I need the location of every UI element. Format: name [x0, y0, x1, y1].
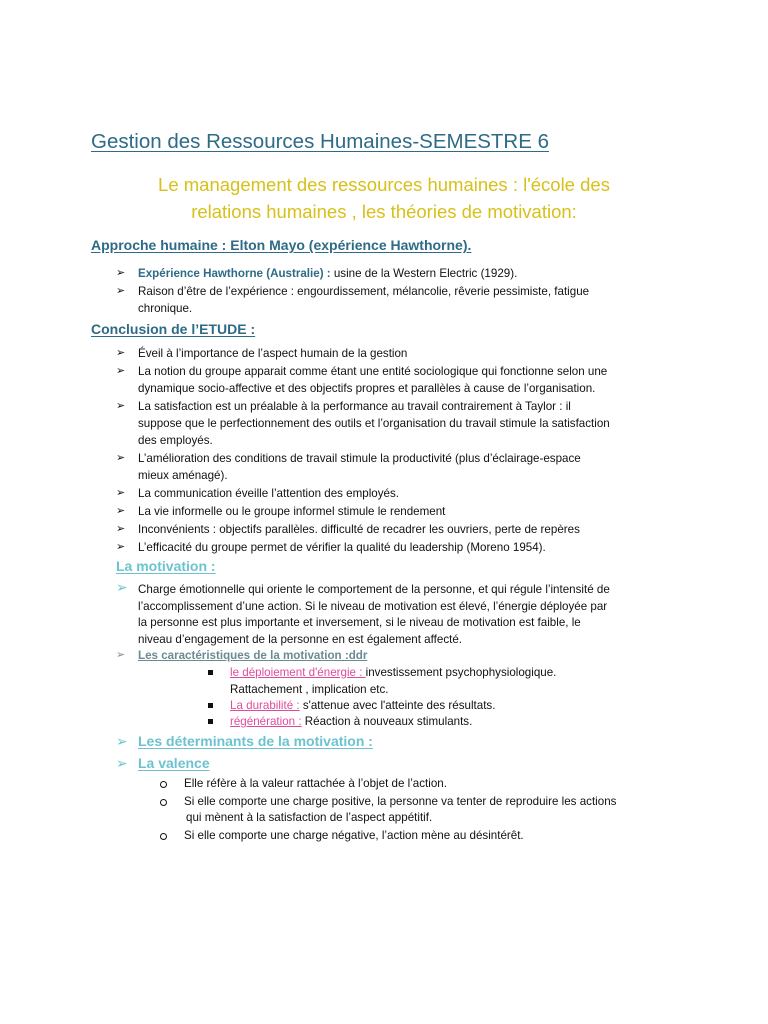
arrow-bullet-icon: ➢	[116, 649, 126, 661]
caracteristiques-heading: Les caractéristiques de la motivation :ddr	[138, 649, 368, 662]
arrow-bullet-icon: ➢	[116, 755, 128, 771]
conclusion-item-line: des employés.	[138, 434, 213, 447]
arrow-bullet-icon: ➢	[116, 733, 128, 749]
circle-bullet-icon	[160, 781, 167, 788]
caracteristique-item	[230, 697, 495, 714]
valence-item-line: qui mènent à la satisfaction de l’aspect appétitif.	[186, 811, 433, 824]
arrow-bullet-icon: ➢	[116, 400, 126, 412]
conclusion-item-line: L’amélioration des conditions de travail stimule la productivité (plus d’éclairage-espace	[138, 452, 581, 465]
square-bullet-icon	[208, 670, 213, 675]
caracteristique-label: La durabilité :	[230, 699, 300, 712]
conclusion-item-line: La satisfaction est un préalable à la performance au travail contrairement à Taylor : il	[138, 400, 571, 413]
item-label: Expérience Hawthorne (Australie) :	[138, 267, 331, 280]
motivation-definition-line: l’accomplissement d’une action. Si le niveau de motivation est élevé, l’énergie déployée par	[138, 599, 608, 613]
valence-item-line: Elle réfère à la valeur rattachée à l’objet de l’action.	[184, 777, 447, 790]
conclusion-item-line: La vie informelle ou le groupe informel stimule le rendement	[138, 505, 446, 518]
caracteristique-label: régénération :	[230, 715, 302, 728]
motivation-definition-line: niveau d’engagement de la personne en est également affecté.	[138, 632, 463, 646]
arrow-bullet-icon: ➢	[116, 505, 126, 517]
caracteristique-item	[230, 664, 556, 681]
arrow-bullet-icon: ➢	[116, 347, 126, 359]
list-item-line: chronique.	[138, 302, 193, 315]
motivation-definition-line: Charge émotionnelle qui oriente le comportement de la personne, et qui régule l’intensité de	[138, 583, 610, 596]
square-bullet-icon	[208, 719, 213, 724]
approche-heading: Approche humaine : Elton Mayo (expérience Hawthorne).	[91, 237, 472, 253]
item-text: usine de la Western Electric (1929).	[330, 267, 518, 280]
subtitle-line-2: relations humaines , les théories de motivation:	[191, 201, 577, 222]
valence-item-line: Si elle comporte une charge positive, la personne va tenter de reproduire les actions	[184, 795, 617, 808]
caracteristique-text: investissement psychophysiologique.	[365, 666, 557, 679]
arrow-bullet-icon: ➢	[116, 579, 128, 595]
arrow-bullet-icon: ➢	[116, 541, 126, 553]
conclusion-item-line: La communication éveille l’attention des employés.	[138, 487, 400, 500]
list-item-line: Raison d’être de l’expérience : engourdissement, mélancolie, rêverie pessimiste, fatigue	[138, 285, 590, 298]
circle-bullet-icon	[160, 799, 167, 806]
conclusion-item-line: L’efficacité du groupe permet de vérifier la qualité du leadership (Moreno 1954).	[138, 541, 546, 554]
caracteristique-item	[230, 713, 472, 730]
subtitle-line-1: Le management des ressources humaines : l'école des	[158, 174, 610, 195]
arrow-bullet-icon: ➢	[116, 452, 126, 464]
conclusion-item-line: Inconvénients : objectifs parallèles. difficulté de recadrer les ouvriers, perte de repères	[138, 523, 580, 536]
caracteristique-text-line: Rattachement , implication etc.	[230, 683, 389, 696]
caracteristique-text: s'attenue avec l'atteinte des résultats.	[299, 699, 496, 712]
motivation-definition-line: la personne est plus importante et inversement, si le niveau de motivation est faible, le	[138, 616, 581, 629]
conclusion-item-line: Éveil à l’importance de l’aspect humain de la gestion	[138, 347, 408, 360]
arrow-bullet-icon: ➢	[116, 267, 126, 279]
document-title: Gestion des Ressources Humaines-SEMESTRE 6	[91, 130, 550, 153]
conclusion-item-line: mieux aménagé).	[138, 469, 228, 482]
circle-bullet-icon	[160, 833, 167, 840]
conclusion-heading: Conclusion de l’ETUDE :	[91, 321, 256, 337]
arrow-bullet-icon: ➢	[116, 487, 126, 499]
valence-item-line: Si elle comporte une charge négative, l’action mène au désintérêt.	[184, 829, 524, 842]
conclusion-item-line: suppose que le perfectionnement des outils et l’organisation du travail stimule la satisfaction	[138, 417, 610, 430]
conclusion-item-line: dynamique socio-affective et des objectifs propres et parallèles à cause de l’organisation.	[138, 382, 596, 395]
arrow-bullet-icon: ➢	[116, 523, 126, 535]
arrow-bullet-icon: ➢	[116, 285, 126, 297]
arrow-bullet-icon: ➢	[116, 365, 126, 377]
caracteristique-label: le déploiement d'énergie :	[230, 666, 366, 679]
valence-heading: La valence	[138, 755, 210, 771]
list-item	[138, 265, 517, 282]
motivation-heading: La motivation :	[116, 558, 216, 574]
square-bullet-icon	[208, 703, 213, 708]
caracteristique-text: Réaction à nouveaux stimulants.	[301, 715, 473, 728]
determinants-heading: Les déterminants de la motivation :	[138, 733, 373, 749]
conclusion-item-line: La notion du groupe apparait comme étant une entité sociologique qui fonctionne selon une	[138, 365, 608, 378]
